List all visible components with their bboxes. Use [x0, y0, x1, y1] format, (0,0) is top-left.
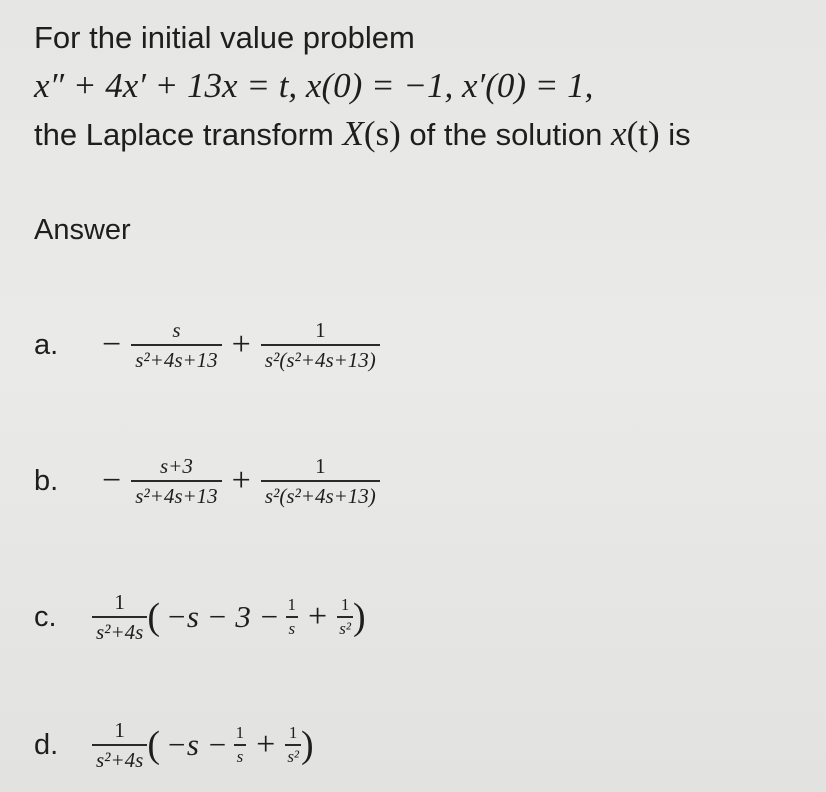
- fraction-bar: [234, 744, 247, 746]
- transform-suffix: is: [659, 117, 691, 152]
- transform-middle: of the solution: [400, 117, 612, 152]
- transform-x: x: [611, 114, 627, 153]
- option-d-h-den: s²: [287, 747, 300, 766]
- fraction-bar: [131, 344, 221, 346]
- option-c-expression: [92, 590, 366, 644]
- option-d-h: [285, 724, 301, 766]
- option-b-plus: +: [231, 462, 251, 499]
- fraction-bar: [131, 480, 221, 482]
- option-a-sign: −: [102, 326, 122, 363]
- option-c-h-den: s²: [339, 619, 351, 638]
- option-a-letter: a.: [34, 328, 59, 361]
- question-transform-line: [34, 110, 814, 159]
- option-d-h-num: 1: [288, 723, 298, 742]
- option-a-fraction-1: [131, 318, 221, 372]
- option-a[interactable]: [34, 318, 380, 372]
- option-c-f-den: s²+4s: [96, 620, 144, 644]
- option-d-close-paren: ): [301, 724, 314, 766]
- fraction-bar: [261, 480, 380, 482]
- fraction-bar: [92, 744, 147, 746]
- option-d-g-num: 1: [235, 723, 245, 742]
- option-c-prefactor: [92, 590, 147, 644]
- option-c-plus: +: [308, 598, 328, 635]
- option-b[interactable]: [34, 454, 380, 508]
- option-a-expression: [92, 318, 380, 372]
- option-b-f2-num: 1: [315, 454, 326, 478]
- option-b-expression: [92, 454, 380, 508]
- option-a-f1-num: s: [172, 318, 181, 342]
- option-c-open-paren: (: [147, 596, 160, 638]
- option-d[interactable]: [34, 718, 314, 772]
- transform-X: X: [342, 114, 364, 153]
- fraction-bar: [285, 744, 301, 746]
- option-d-plus: +: [256, 726, 276, 763]
- fraction-bar: [92, 616, 147, 618]
- fraction-bar: [261, 344, 380, 346]
- option-b-fraction-2: [261, 454, 380, 508]
- option-b-letter: b.: [34, 464, 59, 497]
- question-intro: For the initial value problem: [34, 20, 415, 55]
- option-d-expression: [92, 718, 314, 772]
- option-c-h: [337, 596, 353, 638]
- option-a-f1-den: s²+4s+13: [135, 348, 218, 372]
- option-b-sign: −: [102, 462, 122, 499]
- option-c[interactable]: [34, 590, 366, 644]
- question: [34, 14, 814, 159]
- fraction-bar: [337, 616, 353, 618]
- option-d-letter: d.: [34, 728, 59, 761]
- transform-prefix: the Laplace transform: [34, 117, 343, 152]
- option-c-g: [286, 596, 299, 638]
- option-d-f-num: 1: [114, 718, 125, 742]
- option-c-letter: c.: [34, 600, 57, 633]
- option-c-body: −s − 3 −: [165, 599, 280, 634]
- option-c-f-num: 1: [114, 590, 125, 614]
- option-d-prefactor: [92, 718, 147, 772]
- option-a-fraction-2: [261, 318, 380, 372]
- transform-t: (t): [626, 114, 660, 153]
- option-d-g: [234, 724, 247, 766]
- answer-label: Answer: [34, 214, 131, 246]
- option-c-close-paren: ): [352, 596, 366, 638]
- option-b-f1-num: s+3: [160, 454, 193, 478]
- transform-s: (s): [363, 114, 401, 153]
- option-d-open-paren: (: [147, 724, 160, 766]
- option-c-h-num: 1: [340, 595, 350, 614]
- option-b-f1-den: s²+4s+13: [135, 484, 218, 508]
- option-d-f-den: s²+4s: [96, 748, 144, 772]
- fraction-bar: [286, 616, 299, 618]
- option-a-f2-num: 1: [315, 318, 326, 342]
- option-d-g-den: s: [236, 747, 244, 766]
- option-b-f2-den: s²(s²+4s+13): [264, 484, 376, 508]
- question-equation: x″ + 4x′ + 13x = t, x(0) = −1, x′(0) = 1,: [34, 66, 594, 105]
- option-b-fraction-1: [131, 454, 221, 508]
- option-c-g-num: 1: [287, 595, 297, 614]
- option-c-g-den: s: [288, 619, 296, 638]
- option-d-body: −s −: [165, 727, 228, 762]
- option-a-f2-den: s²(s²+4s+13): [264, 348, 376, 372]
- option-a-plus: +: [231, 326, 251, 363]
